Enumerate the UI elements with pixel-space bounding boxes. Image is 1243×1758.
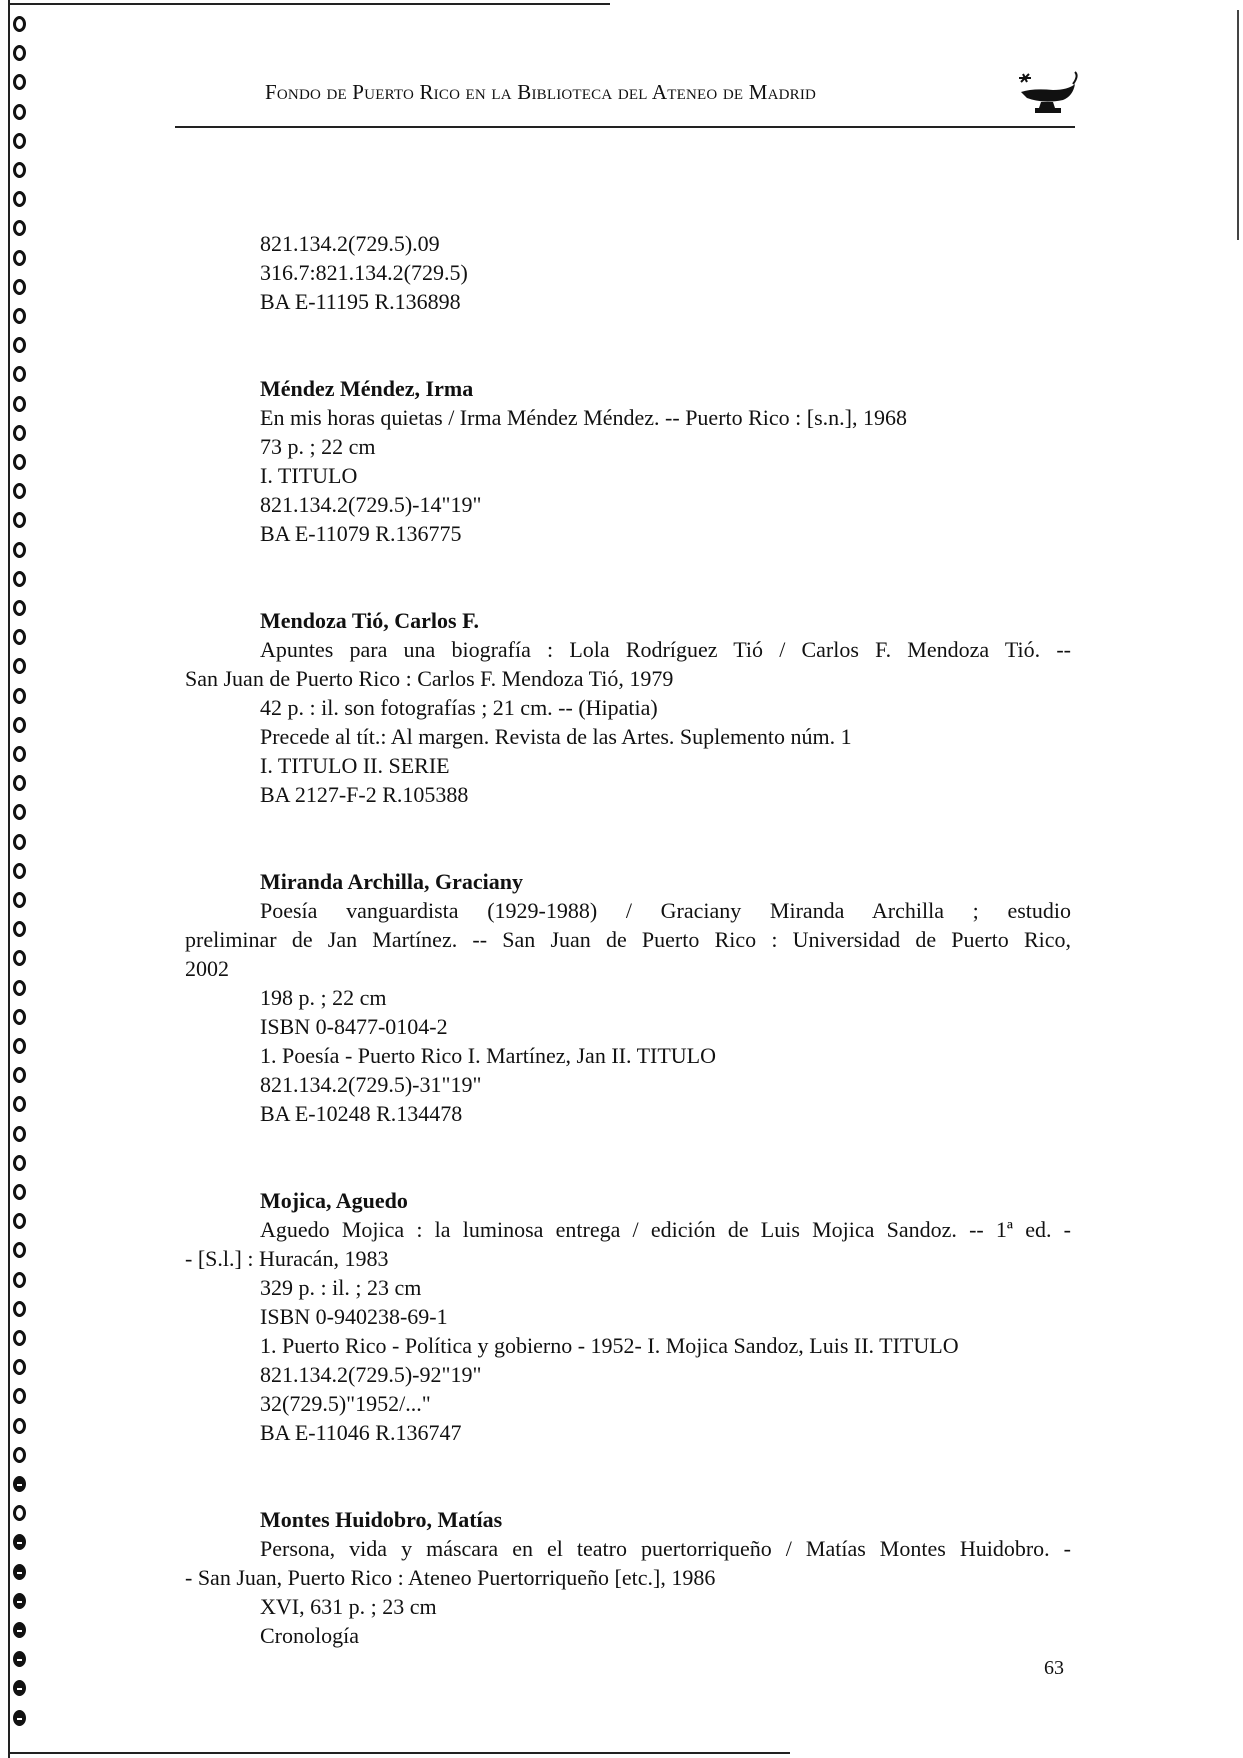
entry-line: I. TITULO II. SERIE — [260, 753, 450, 778]
binder-ring — [13, 1155, 26, 1171]
binder-ring — [13, 775, 26, 791]
entry-line: ISBN 0-8477-0104-2 — [260, 1014, 448, 1039]
entry-line: Precede al tít.: Al margen. Revista de las Artes. Suplemento núm. 1 — [260, 724, 852, 749]
binder-ring — [13, 571, 26, 587]
binder-ring — [13, 454, 26, 470]
binder-ring — [13, 483, 26, 499]
binder-ring — [13, 1330, 26, 1346]
binder-ring — [13, 950, 26, 966]
page-frame-bottom — [10, 1752, 790, 1754]
binder-ring — [13, 1009, 26, 1025]
binder-ring — [13, 1038, 26, 1054]
binder-ring — [13, 542, 26, 558]
entry-description-line: Persona, vida y máscara en el teatro puertorriqueño / Matías Montes Huidobro. - — [260, 1536, 1071, 1561]
binder-ring — [13, 1126, 26, 1142]
page-number: 63 — [1044, 1657, 1064, 1679]
entry-description-line: - [S.l.] : Huracán, 1983 — [185, 1246, 389, 1271]
binder-ring — [13, 220, 26, 236]
binder-ring — [13, 688, 26, 704]
binder-ring — [13, 717, 26, 733]
entry-line: 198 p. ; 22 cm — [260, 985, 387, 1010]
shelfmark-line: BA E-11046 R.136747 — [260, 1420, 462, 1445]
binder-ring — [13, 1213, 26, 1229]
page-frame-top — [10, 3, 610, 5]
binder-ring — [13, 1184, 26, 1200]
entry-line: Cronología — [260, 1623, 359, 1648]
entry-description-line: 2002 — [185, 956, 229, 981]
entry-description-line: Apuntes para una biografía : Lola Rodríguez Tió / Carlos F. Mendoza Tió. -- — [260, 637, 1071, 662]
entry-line: 329 p. : il. ; 23 cm — [260, 1275, 422, 1300]
binder-ring — [13, 1476, 26, 1492]
binder-ring — [13, 1534, 26, 1550]
entry-description-line: San Juan de Puerto Rico : Carlos F. Mendoza Tió, 1979 — [185, 666, 674, 691]
entry-line: 821.134.2(729.5)-31"19" — [260, 1072, 482, 1097]
shelfmark-line: BA E-11079 R.136775 — [260, 521, 462, 546]
binder-ring — [13, 250, 26, 266]
binder-ring — [13, 279, 26, 295]
classification-line: 316.7:821.134.2(729.5) — [260, 260, 468, 285]
binder-ring — [13, 1593, 26, 1609]
binder-ring — [13, 1359, 26, 1375]
oil-lamp-icon — [1013, 66, 1083, 116]
entry-line: En mis horas quietas / Irma Méndez Méndez. -- Puerto Rico : [s.n.], 1968 — [260, 405, 908, 430]
binder-ring — [13, 804, 26, 820]
binder-ring — [13, 1651, 26, 1667]
binder-ring — [13, 337, 26, 353]
entry-line: I. TITULO — [260, 463, 358, 488]
catalog-entry — [185, 867, 1071, 1128]
header-title: Fondo de Puerto Rico en la Biblioteca del Ateneo de Madrid — [265, 80, 817, 104]
entry-author: Miranda Archilla, Graciany — [260, 869, 523, 894]
catalog-content — [185, 229, 1071, 1650]
binder-ring — [13, 629, 26, 645]
binder-ring — [13, 191, 26, 207]
shelfmark-line: BA E-11195 R.136898 — [260, 289, 461, 314]
binder-ring — [13, 74, 26, 90]
binder-rings — [10, 10, 38, 1755]
binder-ring — [13, 1505, 26, 1521]
entry-description-line: Poesía vanguardista (1929-1988) / Graciany Miranda Archilla ; estudio — [260, 898, 1071, 923]
binder-ring — [13, 1710, 26, 1726]
entry-line: 42 p. : il. son fotografías ; 21 cm. -- (Hipatia) — [260, 695, 658, 720]
entry-author: Méndez Méndez, Irma — [260, 376, 474, 401]
entry-line: 1. Poesía - Puerto Rico I. Martínez, Jan II. TITULO — [260, 1043, 716, 1068]
binder-ring — [13, 1680, 26, 1696]
entry-line: 1. Puerto Rico - Política y gobierno - 1952- I. Mojica Sandoz, Luis II. TITULO — [260, 1333, 959, 1358]
page-frame-right — [1237, 10, 1239, 240]
binder-ring — [13, 45, 26, 61]
entry-line: 73 p. ; 22 cm — [260, 434, 376, 459]
page-header — [175, 76, 1075, 116]
catalog-entry — [185, 1186, 1071, 1447]
entry-description-line: Aguedo Mojica : la luminosa entrega / edición de Luis Mojica Sandoz. -- 1ª ed. - — [260, 1217, 1071, 1242]
binder-ring — [13, 892, 26, 908]
binder-ring — [13, 921, 26, 937]
catalog-entry — [185, 606, 1071, 809]
shelfmark-line: BA E-10248 R.134478 — [260, 1101, 463, 1126]
binder-ring — [13, 162, 26, 178]
catalog-entry — [185, 229, 1071, 316]
binder-ring — [13, 658, 26, 674]
binder-ring — [13, 133, 26, 149]
binder-ring — [13, 863, 26, 879]
binder-ring — [13, 1067, 26, 1083]
binder-ring — [13, 16, 26, 32]
entry-author: Mojica, Aguedo — [260, 1188, 408, 1213]
binder-ring — [13, 1388, 26, 1404]
entry-line: ISBN 0-940238-69-1 — [260, 1304, 448, 1329]
catalog-entry — [185, 1505, 1071, 1650]
classification-line: 821.134.2(729.5).09 — [260, 231, 440, 256]
binder-ring — [13, 1447, 26, 1463]
binder-ring — [13, 980, 26, 996]
binder-ring — [13, 1622, 26, 1638]
entry-author: Montes Huidobro, Matías — [260, 1507, 503, 1532]
binder-ring — [13, 512, 26, 528]
entry-line: XVI, 631 p. ; 23 cm — [260, 1594, 437, 1619]
entry-line: 32(729.5)"1952/..." — [260, 1391, 431, 1416]
entry-line: 821.134.2(729.5)-92"19" — [260, 1362, 482, 1387]
binder-ring — [13, 104, 26, 120]
binder-ring — [13, 425, 26, 441]
binder-ring — [13, 600, 26, 616]
binder-ring — [13, 308, 26, 324]
entry-description-line: - San Juan, Puerto Rico : Ateneo Puertorriqueño [etc.], 1986 — [185, 1565, 716, 1590]
catalog-entry — [185, 374, 1071, 548]
binder-ring — [13, 1564, 26, 1580]
binder-ring — [13, 1242, 26, 1258]
binder-ring — [13, 1301, 26, 1317]
entry-author: Mendoza Tió, Carlos F. — [260, 608, 480, 633]
binder-ring — [13, 1272, 26, 1288]
binder-ring — [13, 396, 26, 412]
binder-ring — [13, 1096, 26, 1112]
binder-ring — [13, 834, 26, 850]
entry-description-line: preliminar de Jan Martínez. -- San Juan de Puerto Rico : Universidad de Puerto Rico, — [185, 927, 1071, 952]
binder-ring — [13, 746, 26, 762]
header-rule — [175, 126, 1075, 128]
entry-line: 821.134.2(729.5)-14"19" — [260, 492, 482, 517]
binder-ring — [13, 1418, 26, 1434]
shelfmark-line: BA 2127-F-2 R.105388 — [260, 782, 469, 807]
binder-ring — [13, 366, 26, 382]
